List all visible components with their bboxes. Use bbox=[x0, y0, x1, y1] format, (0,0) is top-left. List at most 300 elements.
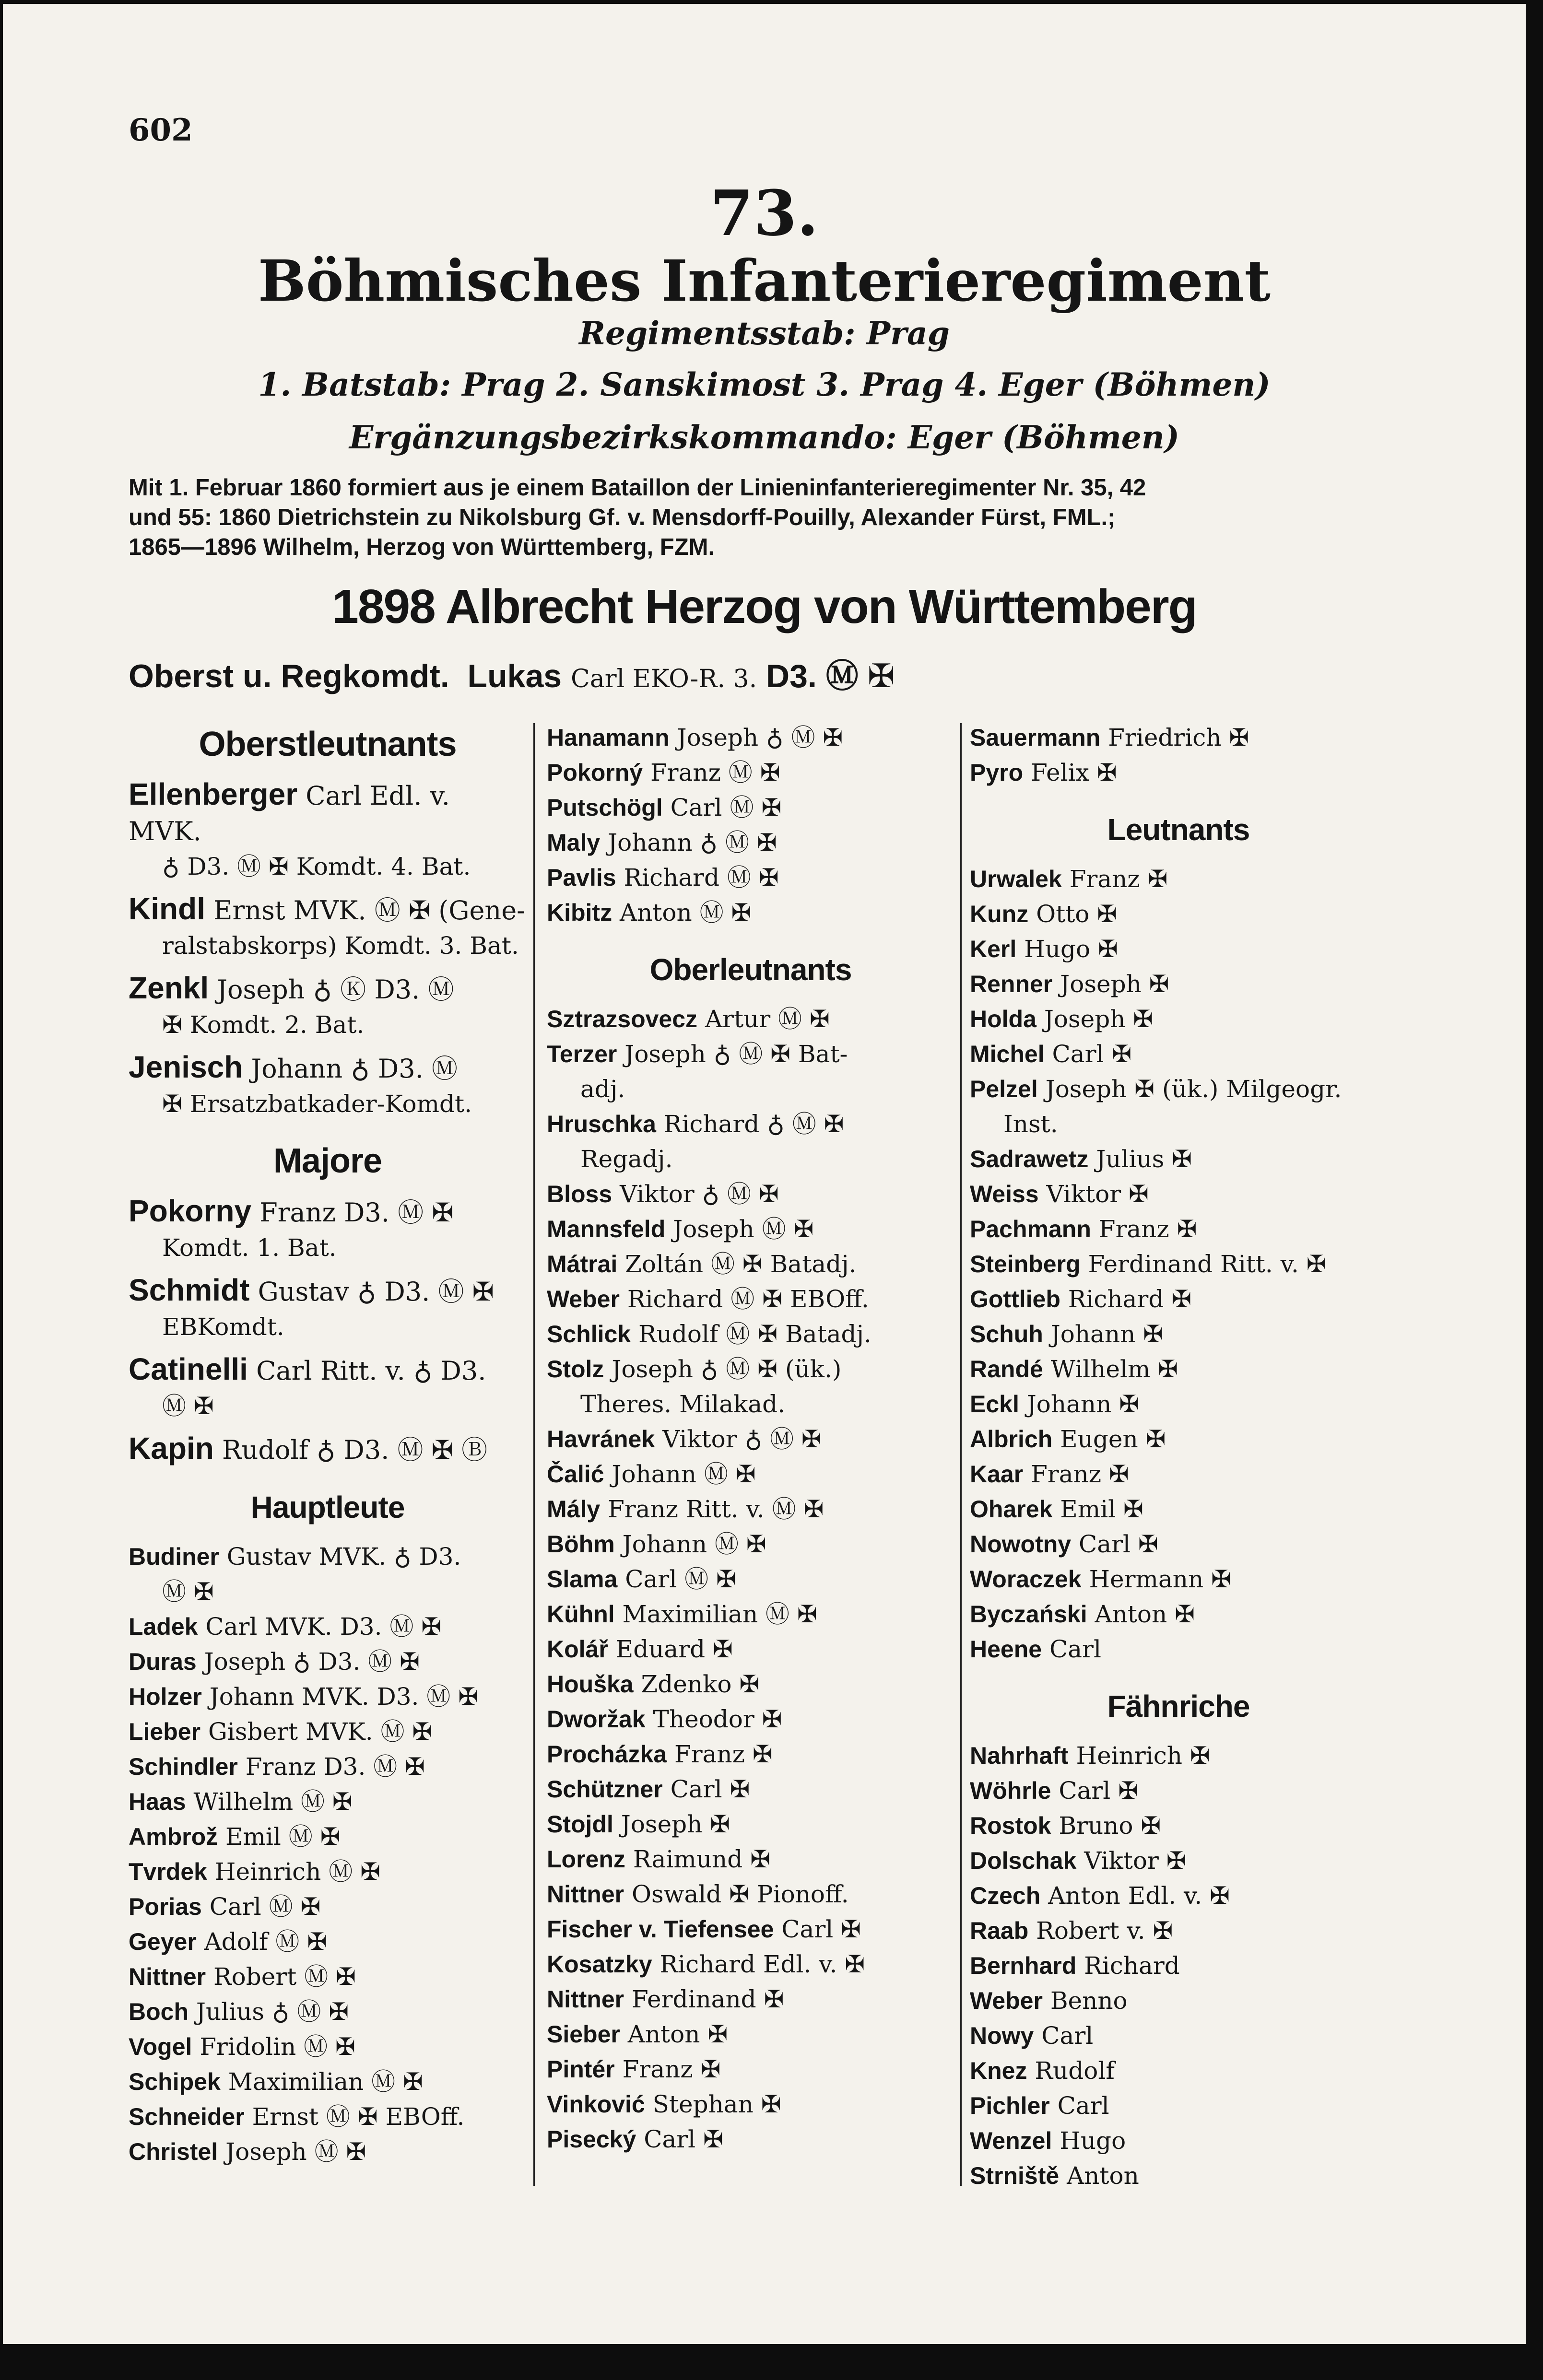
officer-details: Joseph ♁ Ⓜ ✠ Bat- bbox=[624, 1040, 848, 1068]
list-item bbox=[970, 755, 1387, 790]
list-item bbox=[547, 1352, 954, 1387]
officer-surname: Ladek bbox=[129, 1613, 198, 1640]
officer-surname: Michel bbox=[970, 1041, 1045, 1067]
list-item bbox=[547, 2122, 954, 2157]
list-item bbox=[970, 1983, 1387, 2018]
book-page bbox=[3, 4, 1526, 2344]
list-item bbox=[129, 1193, 527, 1231]
list-item bbox=[970, 1282, 1387, 1317]
officer-surname: Jenisch bbox=[129, 1050, 243, 1084]
list-item bbox=[970, 1527, 1387, 1562]
list-item bbox=[547, 1842, 954, 1877]
list-item bbox=[547, 755, 954, 790]
officer-surname: Putschögl bbox=[547, 794, 663, 821]
officer-surname: Kerl bbox=[970, 936, 1017, 962]
commander-name: Lukas bbox=[467, 658, 562, 694]
list-item bbox=[970, 1212, 1387, 1247]
officer-surname: Gottlieb bbox=[970, 1286, 1060, 1313]
history-line: 1865—1896 Wilhelm, Herzog von Württemberg, FZM. bbox=[129, 534, 715, 560]
list-item bbox=[970, 2053, 1387, 2088]
list-item bbox=[129, 970, 527, 1008]
officer-surname: Lieber bbox=[129, 1718, 201, 1745]
list-item bbox=[547, 1947, 954, 1982]
list-item bbox=[547, 1982, 954, 2017]
officer-details: Ferdinand ✠ bbox=[632, 1985, 784, 2013]
list-item bbox=[970, 1387, 1387, 1422]
list-item bbox=[129, 1889, 527, 1924]
regiment-title: Böhmisches Infanterieregiment bbox=[258, 247, 1271, 314]
officer-details: Franz D3. Ⓜ ✠ bbox=[245, 1753, 425, 1781]
officer-surname: Ambrož bbox=[129, 1823, 218, 1850]
list-item bbox=[129, 1679, 527, 1714]
list-item bbox=[970, 932, 1387, 967]
officer-details: Anton bbox=[1067, 2162, 1139, 2190]
officer-details: Hermann ✠ bbox=[1089, 1565, 1231, 1593]
officer-details: Gustav MVK. ♁ D3. bbox=[226, 1543, 461, 1571]
officer-details: Benno bbox=[1050, 1987, 1128, 2015]
officer-surname: Pokorny bbox=[129, 1194, 252, 1228]
officer-details: Julius ♁ Ⓜ ✠ bbox=[196, 1998, 349, 2026]
officer-surname: Čalić bbox=[547, 1461, 604, 1488]
list-item-continuation: ✠ Ersatzbatkader-Komdt. bbox=[162, 1090, 472, 1118]
officer-details: Carl ✠ bbox=[670, 1775, 750, 1803]
commander-decorations: D3. Ⓜ ✠ bbox=[766, 658, 895, 694]
officer-surname: Stojdl bbox=[547, 1811, 613, 1838]
officer-details: Zoltán Ⓜ ✠ Batadj. bbox=[625, 1250, 857, 1278]
regiment-chief: 1898 Albrecht Herzog von Württemberg bbox=[332, 580, 1197, 633]
officer-details: Richard ✠ bbox=[1068, 1285, 1192, 1313]
list-item bbox=[547, 1527, 954, 1562]
officer-details: Ernst MVK. Ⓜ ✠ (Gene- bbox=[213, 895, 526, 926]
officer-surname: Terzer bbox=[547, 1041, 617, 1067]
list-item-continuation: ✠ Komdt. 2. Bat. bbox=[162, 1011, 365, 1039]
officer-details: Franz ✠ bbox=[622, 2055, 721, 2083]
officer-surname: Strniště bbox=[970, 2162, 1060, 2189]
officer-details: Anton ✠ bbox=[1095, 1600, 1195, 1628]
officer-surname: Schneider bbox=[129, 2103, 245, 2130]
officer-details: Franz D3. Ⓜ ✠ bbox=[259, 1197, 454, 1228]
officer-surname: Lorenz bbox=[547, 1846, 625, 1873]
officer-details: Johann ♁ Ⓜ ✠ bbox=[608, 829, 777, 856]
officer-surname: Heene bbox=[970, 1636, 1042, 1663]
officer-details: Joseph ✠ (ük.) Milgeogr. bbox=[1045, 1075, 1342, 1103]
officer-details: Johann ♁ D3. Ⓜ bbox=[251, 1054, 458, 1084]
officer-details: Johann ✠ bbox=[1050, 1320, 1164, 1348]
officer-details: Rudolf ♁ D3. Ⓜ ✠ Ⓑ bbox=[222, 1435, 488, 1465]
list-item-continuation: Ⓜ ✠ bbox=[162, 1392, 214, 1420]
list-item bbox=[129, 1351, 527, 1389]
list-item bbox=[547, 1177, 954, 1212]
officer-details: Franz Ⓜ ✠ bbox=[650, 759, 780, 786]
officer-details: Emil ✠ bbox=[1060, 1495, 1143, 1523]
officer-details: Carl ✠ bbox=[781, 1915, 861, 1943]
officer-details: Carl bbox=[1041, 2022, 1094, 2050]
list-item bbox=[970, 967, 1387, 1002]
officer-details: Carl ✠ bbox=[1059, 1777, 1139, 1805]
list-item-continuation: ralstabskorps) Komdt. 3. Bat. bbox=[162, 932, 519, 960]
officer-surname: Ellenberger bbox=[129, 777, 298, 811]
list-item bbox=[970, 2088, 1387, 2123]
officer-surname: Kapin bbox=[129, 1431, 214, 1466]
officer-details: Maximilian Ⓜ ✠ bbox=[622, 1600, 817, 1628]
officer-details: Viktor ✠ bbox=[1046, 1180, 1149, 1208]
officer-details: Ernst Ⓜ ✠ EBOff. bbox=[252, 2103, 465, 2131]
list-item bbox=[547, 1667, 954, 1702]
officer-surname: Schuh bbox=[970, 1321, 1043, 1348]
officer-surname: Mály bbox=[547, 1496, 601, 1523]
list-item bbox=[970, 2018, 1387, 2053]
list-item bbox=[547, 2017, 954, 2052]
officer-details: Ferdinand Ritt. v. ✠ bbox=[1088, 1250, 1327, 1278]
column-a bbox=[129, 720, 527, 2169]
list-item bbox=[970, 1773, 1387, 1808]
list-item-continuation: Regadj. bbox=[580, 1145, 673, 1173]
officer-surname: Weber bbox=[547, 1286, 620, 1313]
list-item bbox=[129, 1430, 527, 1468]
officer-details: Stephan ✠ bbox=[652, 2090, 781, 2118]
list-item bbox=[970, 1492, 1387, 1527]
officer-details: Rudolf bbox=[1035, 2057, 1115, 2085]
officer-details: Emil Ⓜ ✠ bbox=[225, 1823, 341, 1851]
officer-surname: Christel bbox=[129, 2138, 218, 2165]
regiment-number: 73. bbox=[710, 176, 819, 250]
list-item bbox=[547, 1037, 954, 1072]
list-item bbox=[547, 1457, 954, 1492]
officer-surname: Schlick bbox=[547, 1321, 631, 1348]
officer-surname: Mátrai bbox=[547, 1251, 618, 1278]
officer-surname: Procházka bbox=[547, 1741, 667, 1768]
officer-surname: Nittner bbox=[547, 1881, 624, 1908]
commander-line bbox=[129, 650, 895, 697]
officer-surname: Kindl bbox=[129, 891, 205, 926]
officer-surname: Budiner bbox=[129, 1543, 219, 1570]
officer-surname: Renner bbox=[970, 971, 1053, 997]
list-item-continuation: adj. bbox=[580, 1075, 625, 1103]
officer-details: Raimund ✠ bbox=[633, 1845, 771, 1873]
officer-surname: Slama bbox=[547, 1566, 618, 1593]
list-item bbox=[547, 1317, 954, 1352]
list-item bbox=[547, 1807, 954, 1842]
officer-details: Hugo bbox=[1060, 2127, 1126, 2155]
officer-details: Johann MVK. D3. Ⓜ ✠ bbox=[209, 1683, 479, 1711]
officer-details: Carl ✠ bbox=[1079, 1530, 1158, 1558]
column-b bbox=[547, 720, 954, 2157]
officer-details: Joseph ✠ bbox=[1044, 1005, 1154, 1033]
list-item bbox=[547, 1877, 954, 1912]
officer-details: Franz ✠ bbox=[674, 1740, 773, 1768]
list-item bbox=[129, 2029, 527, 2064]
officer-surname: Pelzel bbox=[970, 1076, 1038, 1102]
officer-surname: Hruschka bbox=[547, 1111, 656, 1137]
officer-surname: Wöhrle bbox=[970, 1777, 1051, 1804]
list-item bbox=[547, 2087, 954, 2122]
list-item bbox=[129, 1609, 527, 1644]
officer-details: Carl MVK. D3. Ⓜ ✠ bbox=[205, 1613, 442, 1641]
battalion-staffs: 1. Batstab: Prag 2. Sanskimost 3. Prag 4. Eger (Böhmen) bbox=[258, 366, 1271, 403]
list-item bbox=[547, 895, 954, 930]
officer-details: Joseph ✠ bbox=[621, 1810, 730, 1838]
officer-surname: Nittner bbox=[129, 1963, 206, 1990]
list-item bbox=[547, 1002, 954, 1037]
officer-details: Eduard ✠ bbox=[615, 1635, 733, 1663]
officer-details: Joseph ♁ Ⓜ ✠ (ük.) bbox=[612, 1355, 842, 1383]
list-item bbox=[970, 897, 1387, 932]
regiment-history bbox=[129, 473, 1366, 562]
list-item bbox=[547, 825, 954, 860]
officer-surname: Holzer bbox=[129, 1683, 202, 1710]
list-item bbox=[547, 1212, 954, 1247]
list-item bbox=[970, 1597, 1387, 1632]
list-item-continuation: Komdt. 1. Bat. bbox=[162, 1234, 337, 1262]
officer-surname: Czech bbox=[970, 1882, 1041, 1909]
officer-details: Carl bbox=[1049, 1635, 1101, 1663]
officer-details: Carl Edl. v. MVK. bbox=[129, 781, 450, 846]
officer-details: Bruno ✠ bbox=[1059, 1812, 1161, 1840]
list-item bbox=[129, 2064, 527, 2099]
officer-details: Rudolf Ⓜ ✠ Batadj. bbox=[638, 1320, 872, 1348]
list-item bbox=[970, 1843, 1387, 1878]
list-item bbox=[129, 1784, 527, 1819]
list-item-continuation: ♁ D3. Ⓜ ✠ Komdt. 4. Bat. bbox=[162, 853, 471, 880]
officer-details: Joseph ✠ bbox=[1060, 970, 1169, 998]
officer-surname: Stolz bbox=[547, 1356, 604, 1383]
officer-surname: Pyro bbox=[970, 759, 1024, 786]
officer-details: Julius ✠ bbox=[1096, 1145, 1192, 1173]
officer-details: Joseph ♁ D3. Ⓜ ✠ bbox=[204, 1648, 420, 1676]
list-item bbox=[129, 1749, 527, 1784]
list-item bbox=[129, 2099, 527, 2134]
officer-details: Otto ✠ bbox=[1036, 900, 1118, 928]
history-line: und 55: 1860 Dietrichstein zu Nikolsburg Gf. v. Mensdorff-Pouilly, Alexander Fürst, FML.; bbox=[129, 504, 1116, 530]
list-item bbox=[970, 720, 1387, 755]
officer-details: Carl Ⓜ ✠ bbox=[209, 1893, 321, 1921]
officer-details: Richard Edl. v. ✠ bbox=[660, 1950, 865, 1978]
officer-surname: Kibitz bbox=[547, 899, 612, 926]
officer-details: Richard Ⓜ ✠ EBOff. bbox=[627, 1285, 869, 1313]
officer-details: Robert Ⓜ ✠ bbox=[213, 1963, 356, 1991]
list-item-continuation: Ⓜ ✠ bbox=[162, 1578, 214, 1606]
list-item-continuation: Inst. bbox=[1003, 1110, 1058, 1138]
officer-details: Viktor ♁ Ⓜ ✠ bbox=[620, 1180, 779, 1208]
officer-surname: Porias bbox=[129, 1893, 202, 1920]
officer-surname: Schindler bbox=[129, 1753, 238, 1780]
list-item bbox=[547, 1492, 954, 1527]
officer-surname: Zenkl bbox=[129, 971, 209, 1005]
officer-surname: Holda bbox=[970, 1006, 1037, 1032]
list-item bbox=[129, 1644, 527, 1679]
officer-surname: Nowotny bbox=[970, 1531, 1072, 1558]
list-item bbox=[970, 1177, 1387, 1212]
officer-details: Artur Ⓜ ✠ bbox=[705, 1005, 830, 1033]
officer-surname: Boch bbox=[129, 1998, 188, 2025]
officer-details: Gisbert MVK. Ⓜ ✠ bbox=[208, 1718, 433, 1746]
officer-surname: Haas bbox=[129, 1788, 186, 1815]
officer-details: Richard Ⓜ ✠ bbox=[624, 864, 779, 891]
list-item bbox=[547, 1597, 954, 1632]
officer-surname: Bloss bbox=[547, 1181, 612, 1208]
list-item bbox=[547, 1912, 954, 1947]
officer-surname: Tvrdek bbox=[129, 1858, 207, 1885]
officer-surname: Sauermann bbox=[970, 724, 1101, 751]
list-item bbox=[547, 720, 954, 755]
officer-surname: Randé bbox=[970, 1356, 1043, 1383]
list-item-continuation: EBKomdt. bbox=[162, 1313, 284, 1341]
list-item bbox=[129, 1959, 527, 1994]
commander-label: Oberst u. Regkomdt. bbox=[129, 658, 449, 694]
officer-details: Joseph ♁ Ⓜ ✠ bbox=[677, 724, 843, 751]
officer-surname: Schützner bbox=[547, 1776, 663, 1803]
list-item bbox=[970, 1142, 1387, 1177]
officer-details: Joseph Ⓜ ✠ bbox=[225, 2138, 366, 2166]
column-rule bbox=[960, 723, 962, 2186]
section-heading: Hauptleute bbox=[250, 1490, 405, 1524]
officer-surname: Vinković bbox=[547, 2091, 645, 2118]
officer-details: Richard bbox=[1084, 1952, 1180, 1980]
officer-surname: Houška bbox=[547, 1671, 634, 1698]
officer-surname: Kosatzky bbox=[547, 1951, 652, 1978]
page-number: 602 bbox=[129, 112, 193, 148]
list-item bbox=[970, 1808, 1387, 1843]
officer-details: Carl Ⓜ ✠ bbox=[625, 1565, 736, 1593]
officer-details: Carl ✠ bbox=[1052, 1040, 1132, 1068]
officer-surname: Knez bbox=[970, 2057, 1027, 2084]
column-rule bbox=[533, 723, 535, 2186]
officer-surname: Nahrhaft bbox=[970, 1742, 1069, 1769]
officer-surname: Pavlis bbox=[547, 864, 616, 891]
officer-surname: Bernhard bbox=[970, 1952, 1077, 1979]
officer-surname: Schmidt bbox=[129, 1273, 250, 1307]
officer-surname: Weiss bbox=[970, 1181, 1039, 1208]
officer-details: Franz ✠ bbox=[1031, 1460, 1129, 1488]
officer-surname: Vogel bbox=[129, 2033, 192, 2060]
history-line: Mit 1. Februar 1860 formiert aus je einem Bataillon der Linieninfanterieregimenter Nr. 35, 42 bbox=[129, 475, 1146, 501]
officer-details: Friedrich ✠ bbox=[1108, 724, 1249, 751]
list-item bbox=[547, 1772, 954, 1807]
officer-surname: Sztrazsovecz bbox=[547, 1006, 698, 1032]
officer-surname: Nittner bbox=[547, 1986, 624, 2013]
officer-details: Oswald ✠ Pionoff. bbox=[632, 1880, 849, 1908]
officer-details: Joseph Ⓜ ✠ bbox=[673, 1215, 814, 1243]
officer-surname: Pintér bbox=[547, 2056, 615, 2083]
list-item bbox=[970, 2123, 1387, 2158]
officer-details: Heinrich ✠ bbox=[1076, 1742, 1210, 1770]
officer-details: Zdenko ✠ bbox=[641, 1670, 760, 1698]
officer-details: Wilhelm Ⓜ ✠ bbox=[193, 1788, 353, 1816]
list-item bbox=[129, 1819, 527, 1854]
list-item bbox=[129, 1539, 527, 1574]
recruiting-district: Ergänzungsbezirkskommando: Eger (Böhmen) bbox=[349, 419, 1180, 456]
officer-surname: Dworžak bbox=[547, 1706, 646, 1733]
officer-surname: Rostok bbox=[970, 1812, 1051, 1839]
officer-surname: Kolář bbox=[547, 1636, 608, 1663]
list-item bbox=[547, 860, 954, 895]
officer-details: Robert v. ✠ bbox=[1036, 1917, 1173, 1945]
list-item bbox=[129, 1924, 527, 1959]
officer-details: Felix ✠ bbox=[1031, 759, 1117, 786]
list-item bbox=[129, 1714, 527, 1749]
list-item bbox=[970, 1913, 1387, 1948]
officer-surname: Sieber bbox=[547, 2021, 620, 2048]
list-item bbox=[970, 862, 1387, 897]
list-item bbox=[129, 1272, 527, 1310]
officer-details: Gustav ♁ D3. Ⓜ ✠ bbox=[258, 1277, 494, 1307]
list-item bbox=[129, 891, 527, 928]
list-item bbox=[547, 2052, 954, 2087]
officer-surname: Byczański bbox=[970, 1601, 1087, 1628]
list-item bbox=[970, 1562, 1387, 1597]
officer-details: Carl ✠ bbox=[644, 2125, 723, 2153]
list-item bbox=[547, 1737, 954, 1772]
officer-details: Richard ♁ Ⓜ ✠ bbox=[663, 1110, 844, 1138]
list-item-continuation: Theres. Milakad. bbox=[580, 1390, 786, 1418]
officer-details: Viktor ♁ Ⓜ ✠ bbox=[662, 1425, 822, 1453]
officer-surname: Pisecký bbox=[547, 2126, 636, 2153]
officer-surname: Maly bbox=[547, 829, 601, 856]
section-heading: Oberstleutnants bbox=[199, 725, 457, 763]
regiment-staff: Regimentsstab: Prag bbox=[579, 315, 950, 352]
officer-surname: Catinelli bbox=[129, 1352, 248, 1386]
list-item bbox=[970, 1317, 1387, 1352]
list-item bbox=[970, 1738, 1387, 1773]
officer-details: Johann Ⓜ ✠ bbox=[622, 1530, 766, 1558]
officer-surname: Pachmann bbox=[970, 1216, 1091, 1243]
officer-details: Hugo ✠ bbox=[1024, 935, 1118, 963]
officer-details: Franz Ritt. v. Ⓜ ✠ bbox=[608, 1495, 824, 1523]
list-item bbox=[547, 1107, 954, 1142]
officer-surname: Hanamann bbox=[547, 724, 670, 751]
officer-surname: Geyer bbox=[129, 1928, 197, 1955]
officer-surname: Oharek bbox=[970, 1496, 1053, 1523]
officer-details: Carl bbox=[1057, 2092, 1109, 2120]
officer-surname: Kunz bbox=[970, 901, 1029, 927]
section-heading: Majore bbox=[273, 1142, 382, 1180]
list-item bbox=[547, 1702, 954, 1737]
list-item bbox=[970, 1632, 1387, 1667]
officer-surname: Eckl bbox=[970, 1391, 1019, 1418]
list-item bbox=[970, 2158, 1387, 2193]
officer-surname: Kaar bbox=[970, 1461, 1024, 1488]
column-c bbox=[970, 720, 1387, 2193]
list-item bbox=[547, 1282, 954, 1317]
officer-surname: Duras bbox=[129, 1648, 197, 1675]
list-item bbox=[970, 1422, 1387, 1457]
officer-surname: Wenzel bbox=[970, 2127, 1052, 2154]
list-item bbox=[970, 1878, 1387, 1913]
list-item bbox=[129, 1049, 527, 1087]
officer-details: Franz ✠ bbox=[1098, 1215, 1197, 1243]
officer-details: Anton Ⓜ ✠ bbox=[620, 899, 752, 926]
officer-surname: Pichler bbox=[970, 2092, 1050, 2119]
list-item bbox=[129, 1994, 527, 2029]
officer-surname: Fischer v. Tiefensee bbox=[547, 1916, 774, 1943]
officer-details: Eugen ✠ bbox=[1060, 1425, 1166, 1453]
commander-detail: Carl EKO-R. 3. bbox=[570, 665, 757, 693]
list-item bbox=[129, 1854, 527, 1889]
officer-details: Johann ✠ bbox=[1026, 1390, 1140, 1418]
officer-surname: Pokorný bbox=[547, 759, 643, 786]
officer-details: Theodor ✠ bbox=[653, 1705, 782, 1733]
officer-surname: Weber bbox=[970, 1987, 1043, 2014]
officer-surname: Mannsfeld bbox=[547, 1216, 666, 1243]
officer-surname: Havránek bbox=[547, 1426, 655, 1453]
list-item bbox=[129, 776, 527, 849]
list-item bbox=[970, 1457, 1387, 1492]
officer-details: Carl Ⓜ ✠ bbox=[670, 794, 782, 821]
officer-details: Joseph ♁ Ⓚ D3. Ⓜ bbox=[217, 974, 454, 1005]
list-item bbox=[970, 1037, 1387, 1072]
officer-surname: Raab bbox=[970, 1917, 1029, 1944]
officer-details: Franz ✠ bbox=[1069, 865, 1168, 893]
